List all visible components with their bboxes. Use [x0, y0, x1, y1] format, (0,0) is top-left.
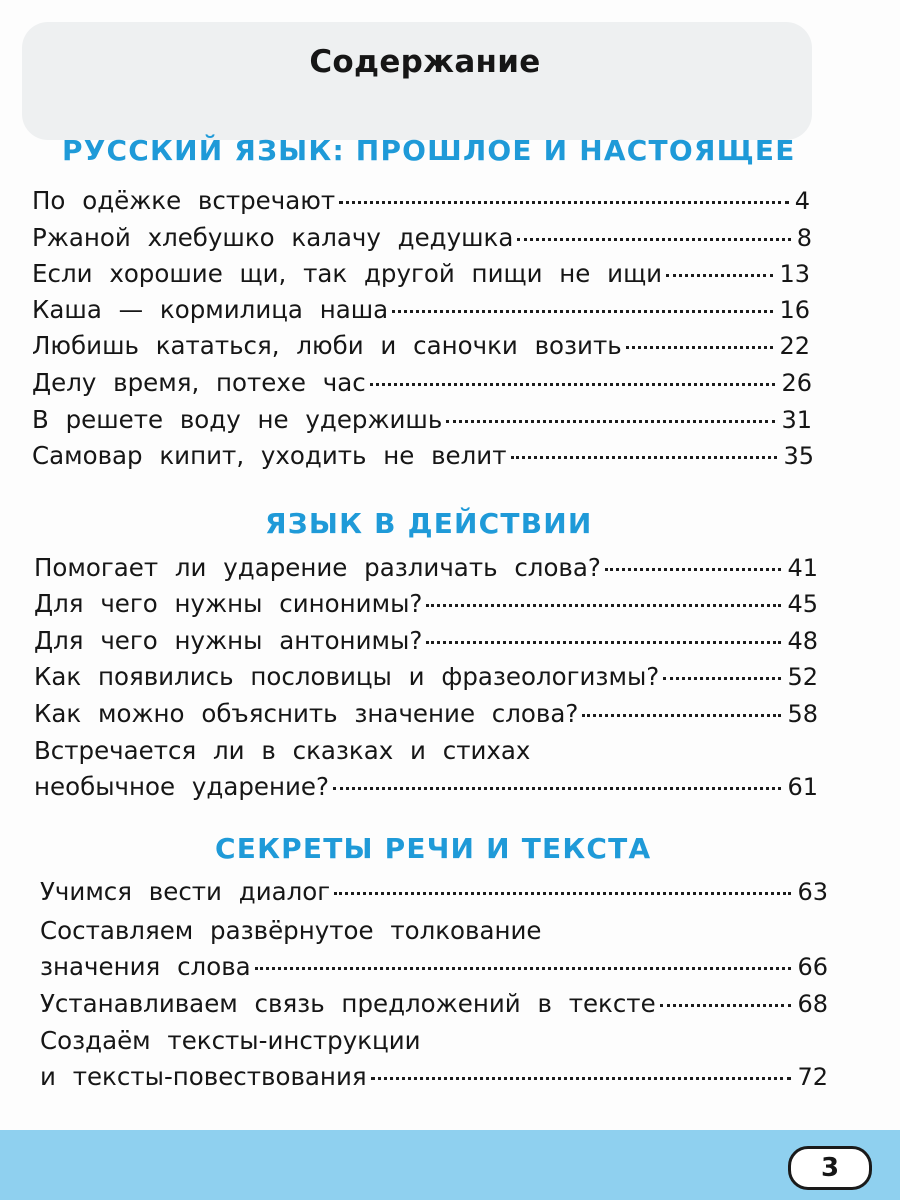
dot-leader [370, 383, 776, 386]
toc-entry-page: 52 [787, 663, 818, 691]
toc-entry[interactable] [34, 549, 818, 585]
toc-entry-page: 31 [781, 406, 812, 434]
dot-leader [660, 1004, 792, 1007]
toc-entry[interactable] [32, 437, 814, 473]
toc-entry-title: Как появились пословицы и фразеологизмы? [34, 662, 660, 691]
toc-entry-title: В решете воду не удержишь [32, 405, 443, 434]
dot-leader [426, 604, 781, 607]
toc-entry-title: Если хорошие щи, так другой пищи не ищи [32, 259, 663, 288]
toc-entry-title-continued: необычное ударение? [34, 772, 329, 801]
dot-leader [517, 238, 790, 241]
toc-entry-page: 68 [797, 990, 828, 1018]
toc-entry-title: Встречается ли в сказках и стихах [34, 736, 531, 765]
toc-entry-page: 45 [787, 590, 818, 618]
toc-entry-title: Каша — кормилица наша [32, 295, 389, 324]
toc-entry-title: Самовар кипит, уходить не велит [32, 441, 507, 470]
toc-entry-page: 13 [779, 260, 810, 288]
toc-entry[interactable] [32, 219, 812, 255]
dot-leader [339, 201, 789, 204]
toc-entry-title: Создаём тексты-инструкции [40, 1026, 421, 1055]
toc-entry[interactable] [32, 364, 812, 400]
toc-entry-page: 61 [787, 773, 818, 801]
dot-leader [255, 967, 792, 970]
toc-entry[interactable] [40, 1022, 828, 1094]
toc-entry-title-continued: значения слова [40, 952, 251, 981]
toc-entry-title: Учимся вести диалог [40, 877, 331, 906]
toc-entry[interactable] [34, 695, 818, 731]
section-heading-language-in-action: ЯЗЫК В ДЕЙСТВИИ [265, 507, 593, 540]
toc-entry-title: Ржаной хлебушко калачу дедушка [32, 223, 514, 252]
toc-entry[interactable] [34, 658, 818, 694]
toc-entry[interactable] [40, 912, 828, 984]
dot-leader [371, 1077, 792, 1080]
toc-entry[interactable] [32, 255, 810, 291]
toc-entry-title: Устанавливаем связь предложений в тексте [40, 989, 656, 1018]
toc-entry-title: Любишь кататься, люби и саночки возить [32, 331, 622, 360]
dot-leader [392, 310, 773, 313]
dot-leader [446, 420, 775, 423]
footer-band [0, 1130, 900, 1200]
toc-entry-title-continued: и тексты-повествования [40, 1062, 367, 1091]
toc-entry[interactable] [32, 401, 812, 437]
toc-entry-page: 66 [797, 953, 828, 981]
toc-entry-title: Составляем развёрнутое толкование [40, 916, 542, 945]
page-title: Содержание [309, 44, 541, 80]
section-heading-speech-secrets: СЕКРЕТЫ РЕЧИ И ТЕКСТА [215, 832, 652, 865]
toc-entry[interactable] [32, 291, 810, 327]
toc-entry[interactable] [32, 327, 810, 363]
toc-entry-title: Для чего нужны синонимы? [34, 589, 423, 618]
section-heading-russian-language: РУССКИЙ ЯЗЫК: ПРОШЛОЕ И НАСТОЯЩЕЕ [62, 134, 796, 167]
toc-entry-title: Делу время, потехе час [32, 368, 366, 397]
toc-entry-page: 41 [787, 554, 818, 582]
toc-entry[interactable] [40, 873, 828, 909]
toc-entry-page: 22 [779, 332, 810, 360]
toc-entry-page: 16 [779, 296, 810, 324]
toc-entry[interactable] [40, 985, 828, 1021]
toc-entry-page: 58 [787, 700, 818, 728]
toc-entry-title: По одёжке встречают [32, 186, 336, 215]
toc-entry-page: 63 [797, 878, 828, 906]
dot-leader [666, 274, 773, 277]
dot-leader [626, 346, 774, 349]
dot-leader [582, 714, 781, 717]
dot-leader [334, 892, 791, 895]
toc-entry-title: Помогает ли ударение различать слова? [34, 553, 601, 582]
toc-entry[interactable] [32, 182, 810, 218]
toc-entry-page: 35 [783, 442, 814, 470]
dot-leader [663, 677, 781, 680]
title-panel [22, 22, 812, 140]
toc-entry-page: 72 [797, 1063, 828, 1091]
page-number-badge: 3 [788, 1146, 872, 1190]
toc-entry[interactable] [34, 585, 818, 621]
toc-entry[interactable] [34, 732, 818, 804]
toc-entry-page: 48 [787, 627, 818, 655]
toc-entry-page: 26 [781, 369, 812, 397]
toc-entry-page: 8 [796, 224, 812, 252]
toc-entry[interactable] [34, 622, 818, 658]
toc-entry-title: Для чего нужны антонимы? [34, 626, 423, 655]
dot-leader [605, 568, 782, 571]
toc-entry-title: Как можно объяснить значение слова? [34, 699, 579, 728]
toc-entry-page: 4 [794, 187, 810, 215]
dot-leader [511, 456, 778, 459]
dot-leader [333, 787, 781, 790]
dot-leader [426, 641, 781, 644]
